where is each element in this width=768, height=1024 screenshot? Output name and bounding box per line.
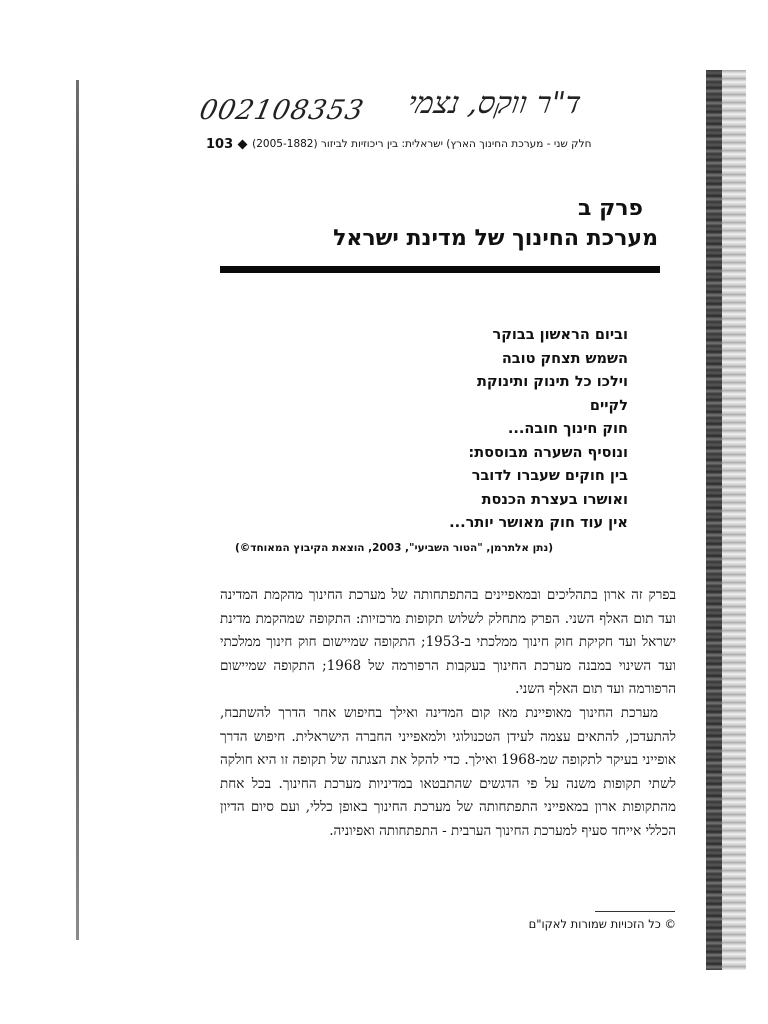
handwritten-author-note: ד"ר ווקס, נצמי xyxy=(404,86,584,121)
poem-line: לקיים xyxy=(589,397,628,414)
epigraph-poem xyxy=(449,324,628,536)
poem-line: ונוסיף השערה מבוססת: xyxy=(468,444,628,461)
footnote-rule xyxy=(595,911,675,912)
chapter-title: מערכת החינוך של מדינת ישראל xyxy=(333,226,658,251)
poem-line: חוק חינוך חובה... xyxy=(507,421,628,437)
copyright-notice: © כל הזכויות שמורות לאקו"ם xyxy=(528,917,676,931)
page-number: 103 xyxy=(206,136,234,152)
scan-page-edge-right xyxy=(706,70,722,970)
poem-line: בין חוקים שעברו לדובר xyxy=(471,468,628,484)
scan-page-edge-left xyxy=(76,80,79,940)
poem-line: וילכו כל תינוק ותינוקת xyxy=(476,374,628,390)
chapter-body xyxy=(220,584,676,844)
title-rule xyxy=(220,266,660,273)
poem-line: ואושרו בעצרת הכנסת xyxy=(481,491,628,508)
poem-citation: (נתן אלתרמן, "הטור השביעי", 2003, הוצאת הקיבוץ המאוחד©) xyxy=(234,542,553,554)
poem-line: השמש תצחק טובה xyxy=(501,350,628,367)
body-paragraph: בפרק זה ארון בתהליכים ובמאפיינים בהתפתחותה של מערכת החינוך מהקמת המדינה ועד תום האלף השני. הפרק מתחלק לשלוש תקופות מרכזיות: התקופה שמהקמת מדינת ישראל ועד חקיקת חוק חינוך ממלכתי ב-1953; התקופה שמיישום חוק חינוך ממלכתי ועד השינוי במבנה מערכת החינוך בעקבות הרפורמה של 1968; התקופה שמיישום הרפורמה ועד תום האלף השני. xyxy=(220,587,676,698)
chapter-label: פרק ב xyxy=(578,196,643,221)
handwritten-catalog-number: 002108353 xyxy=(196,95,367,126)
body-paragraph: מערכת החינוך מאופיינת מאז קום המדינה ואילך בחיפוש אחר הדרך להשתבח, להתעדכן, להתאים עצמה לעידן הטכנולוגי ולמאפייני החברה הישראלית. חיפוש הדרך אופייני בעיקר לתקופה שמ-1968 ואילך. כדי להקל את הצגתה של תקופה זו היא חולקה לשתי תקופות משנה על פי הדגשים שהתבטאו במדיניות מערכת החינוך. בכל אחת מהתקופות ארון במאפייני התפתחותה של מערכת החינוך באופן כללי, ועם סיום הדיון הכללי אייחד סעיף למערכת החינוך הערבית - התפתחותה ואפיוניה. xyxy=(220,704,676,839)
running-header-text: חלק שני - מערכת החינוך הארץ) ישראלית: בין ריכוזיות לביזור (2005-1882) xyxy=(252,138,592,150)
poem-line: אין עוד חוק מאושר יותר... xyxy=(449,515,628,531)
diamond-icon xyxy=(238,139,248,149)
running-header xyxy=(206,134,628,154)
scan-shadow-right xyxy=(722,70,746,970)
poem-line: וביום הראשון בבוקר xyxy=(492,327,628,343)
